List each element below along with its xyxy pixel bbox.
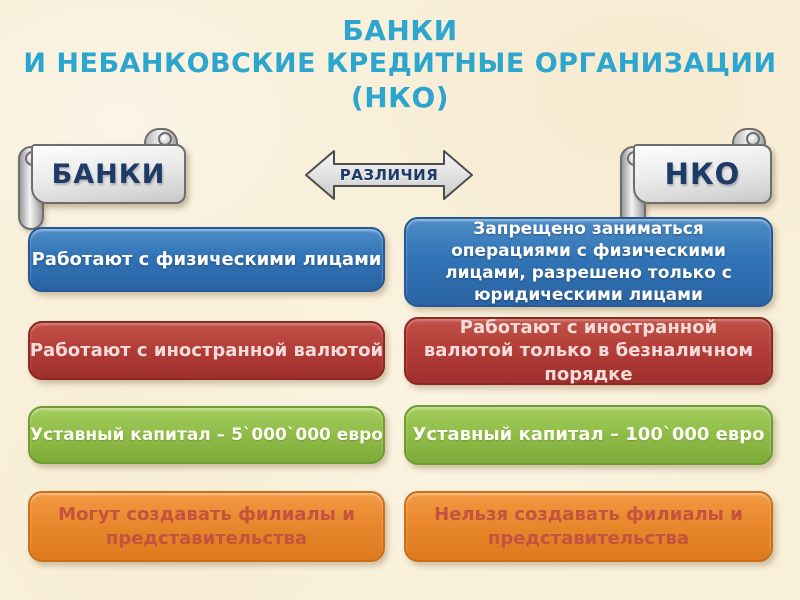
slide-title <box>0 14 800 115</box>
title-line-1: БАНКИ <box>342 14 458 47</box>
nko-clients-box: Запрещено заниматься операциями с физическими лицами, разрешено только с юридическими лицами <box>404 217 773 307</box>
nko-scroll-banner <box>620 128 772 218</box>
title-line-2: И НЕБАНКОВСКИЕ КРЕДИТНЫЕ ОРГАНИЗАЦИИ <box>23 48 777 80</box>
scroll-body <box>31 144 186 204</box>
nko-capital-box: Уставный капитал – 100`000 евро <box>404 405 773 465</box>
differences-label: РАЗЛИЧИЯ <box>339 166 439 184</box>
nko-column-header: НКО <box>664 157 741 191</box>
scroll-body <box>633 144 772 204</box>
bank-capital-box: Уставный капитал – 5`000`000 евро <box>28 406 385 464</box>
nko-currency-box: Работают с иностранной валютой только в безналичном порядке <box>404 317 773 385</box>
title-line-3: (НКО) <box>350 81 450 115</box>
bank-currency-box: Работают с иностранной валютой <box>28 321 385 380</box>
differences-arrow <box>303 146 475 204</box>
banks-scroll-banner <box>18 128 186 218</box>
banks-column-header: БАНКИ <box>51 158 166 190</box>
bank-branches-box: Могут создавать филиалы и представительства <box>28 491 385 562</box>
bank-clients-box: Работают с физическими лицами <box>28 227 385 292</box>
nko-branches-box: Нельзя создавать филиалы и представительства <box>404 491 773 562</box>
